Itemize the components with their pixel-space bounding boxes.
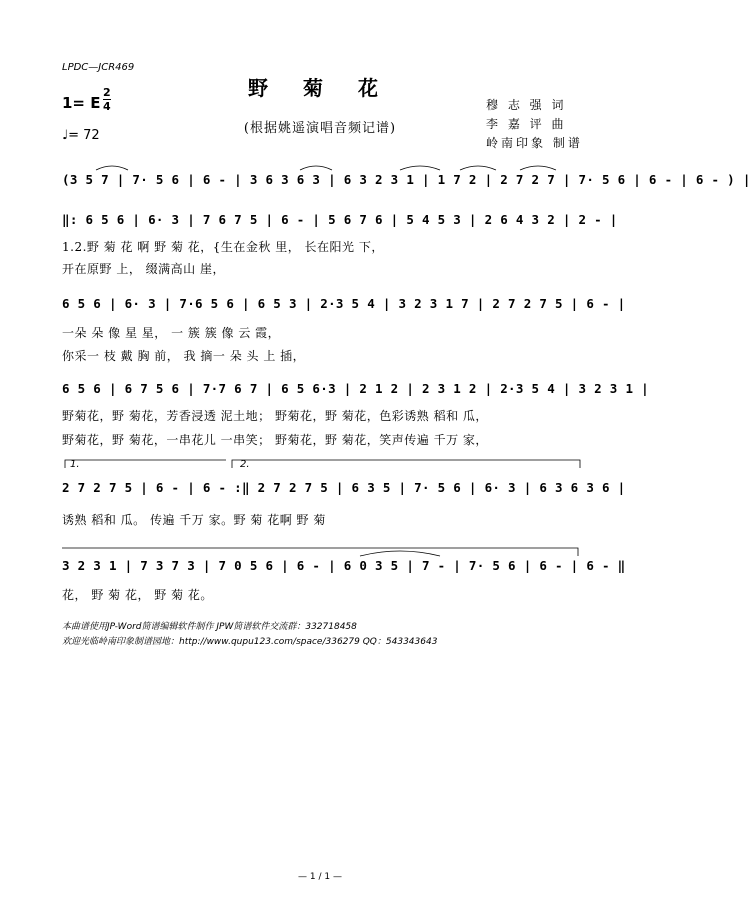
transcriber-credit: 岭南印象 制谱 xyxy=(486,136,583,150)
song-subtitle: (根据姚遥演唱音频记谱) xyxy=(243,121,397,136)
footer-line-2: 欢迎光临岭南印象制谱园地：http://www.qupu123.com/space/336279 QQ：543343643 xyxy=(62,637,438,647)
volta-2-label: 2. xyxy=(240,459,250,470)
page-number: — 1 / 1 — xyxy=(298,872,342,882)
lyric-row-5: 诱熟 稻和 瓜。 传遍 千万 家。野 菊 花啊 野 菊 xyxy=(62,513,326,527)
slur-3 xyxy=(400,166,440,170)
slur-6 xyxy=(360,551,440,556)
notation-row-5: 2 7 2 7 5 | 6 - | 6 - :‖ 2 7 2 7 5 | 6 3 5 | 7· 5 6 | 6· 3 | 6 3 6 3 6 | xyxy=(62,480,626,495)
slur-1 xyxy=(96,166,128,170)
score-code: LPDC—JCR469 xyxy=(62,62,135,73)
lyric-row-2-verse-2: 开在原野 上， 缀满高山 崖， xyxy=(62,262,225,276)
volta-1-label: 1. xyxy=(70,459,80,470)
notation-row-6: 3 2 3 1 | 7 3 7 3 | 7 0 5 6 | 6 - | 6 0 3 5 | 7 - | 7· 5 6 | 6 - | 6 - ‖ xyxy=(62,558,626,573)
song-title: 野 菊 花 xyxy=(248,76,392,100)
volta-2-bracket xyxy=(232,460,580,468)
closing-bracket xyxy=(62,548,578,556)
lyric-row-3-verse-1: 一朵 朵 像 星 星， 一 簇 簇 像 云 霞， xyxy=(62,326,281,340)
lyric-row-4-verse-1: 野菊花，野 菊花，芳香浸透 泥土地； 野菊花，野 菊花，色彩诱熟 稻和 瓜， xyxy=(62,409,488,423)
lyric-row-3-verse-2: 你采一 枝 戴 胸 前， 我 摘一 朵 头 上 插， xyxy=(62,349,306,363)
lyricist-credit: 穆 志 强 词 xyxy=(486,98,567,112)
footer-line-1: 本曲谱使用JP-Word简谱编辑软件制作 JPW简谱软件交流群：332718458 xyxy=(62,622,357,632)
composer-credit: 李 嘉 评 曲 xyxy=(486,117,567,131)
notation-row-3: 6 5 6 | 6· 3 | 7·6 5 6 | 6 5 3 | 2·3 5 4 | 3 2 3 1 7 | 2 7 2 7 5 | 6 - | xyxy=(62,296,626,311)
volta-1-bracket xyxy=(65,460,226,468)
lyric-row-4-verse-2: 野菊花，野 菊花，一串花儿 一串笑； 野菊花，野 菊花，笑声传遍 千万 家， xyxy=(62,433,488,447)
tempo-marking: ♩= 72 xyxy=(62,128,100,143)
notation-row-4: 6 5 6 | 6 7 5 6 | 7·7 6 7 | 6 5 6·3 | 2 1 2 | 2 3 1 2 | 2·3 5 4 | 3 2 3 1 | xyxy=(62,381,649,396)
lyric-row-2-verse-1: 1.2.野 菊 花 啊 野 菊 花，{生在金秋 里， 长在阳光 下， xyxy=(62,240,384,254)
meter-top: 2 xyxy=(103,86,111,99)
slur-2 xyxy=(300,166,332,170)
notation-row-1: (3 5 7 | 7· 5 6 | 6 - | 3 6 3 6 3 | 6 3 2 3 1 | 1 7 2 | 2 7 2 7 | 7· 5 6 | 6 - | 6 - ) | xyxy=(62,172,751,187)
slur-4 xyxy=(460,166,496,170)
notation-row-2: ‖: 6 5 6 | 6· 3 | 7 6 7 5 | 6 - | 5 6 7 6 | 5 4 5 3 | 2 6 4 3 2 | 2 - | xyxy=(62,212,618,227)
meter-bottom: 4 xyxy=(103,100,111,113)
key-signature: 1= E xyxy=(62,94,101,112)
slur-5 xyxy=(520,166,556,170)
lyric-row-6: 花， 野 菊 花， 野 菊 花。 xyxy=(62,588,213,602)
